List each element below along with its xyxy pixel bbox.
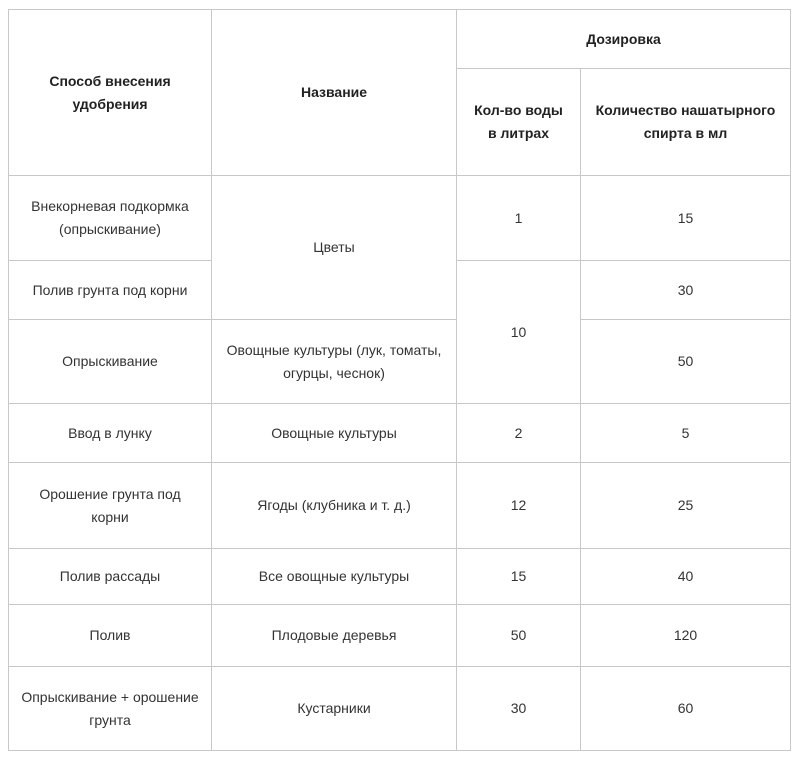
cell-name: Цветы [212,176,457,320]
fertilizer-dosage-table [8,9,791,751]
table-row [9,667,791,751]
cell-name: Кустарники [212,667,457,751]
cell-ammonia: 25 [581,463,791,549]
cell-ammonia: 50 [581,320,791,404]
cell-name: Плодовые деревья [212,605,457,667]
cell-name: Овощные культуры [212,404,457,463]
table-row [9,549,791,605]
header-row [9,10,791,69]
header-dosage: Дозировка [457,10,791,69]
cell-ammonia: 30 [581,261,791,320]
cell-water: 30 [457,667,581,751]
cell-water: 1 [457,176,581,261]
cell-method: Полив [9,605,212,667]
cell-method: Ввод в лунку [9,404,212,463]
cell-name: Ягоды (клубника и т. д.) [212,463,457,549]
cell-method: Опрыскивание [9,320,212,404]
cell-water: 12 [457,463,581,549]
header-name: Название [212,10,457,176]
cell-name: Все овощные культуры [212,549,457,605]
table-row [9,176,791,261]
cell-method: Полив грунта под корни [9,261,212,320]
table-row [9,404,791,463]
cell-water: 2 [457,404,581,463]
cell-water: 50 [457,605,581,667]
header-method: Способ внесения удобрения [9,10,212,176]
cell-ammonia: 5 [581,404,791,463]
cell-method: Внекорневая подкормка (опрыскивание) [9,176,212,261]
cell-method: Опрыскивание + орошение грунта [9,667,212,751]
header-water: Кол-во воды в литрах [457,69,581,176]
cell-method: Полив рассады [9,549,212,605]
cell-ammonia: 40 [581,549,791,605]
cell-water: 15 [457,549,581,605]
table-row [9,320,791,404]
header-ammonia: Количество нашатырного спирта в мл [581,69,791,176]
cell-water: 10 [457,261,581,404]
table-row [9,463,791,549]
cell-ammonia: 120 [581,605,791,667]
cell-ammonia: 15 [581,176,791,261]
table-row [9,605,791,667]
cell-method: Орошение грунта под корни [9,463,212,549]
cell-ammonia: 60 [581,667,791,751]
cell-name: Овощные культуры (лук, томаты, огурцы, чеснок) [212,320,457,404]
